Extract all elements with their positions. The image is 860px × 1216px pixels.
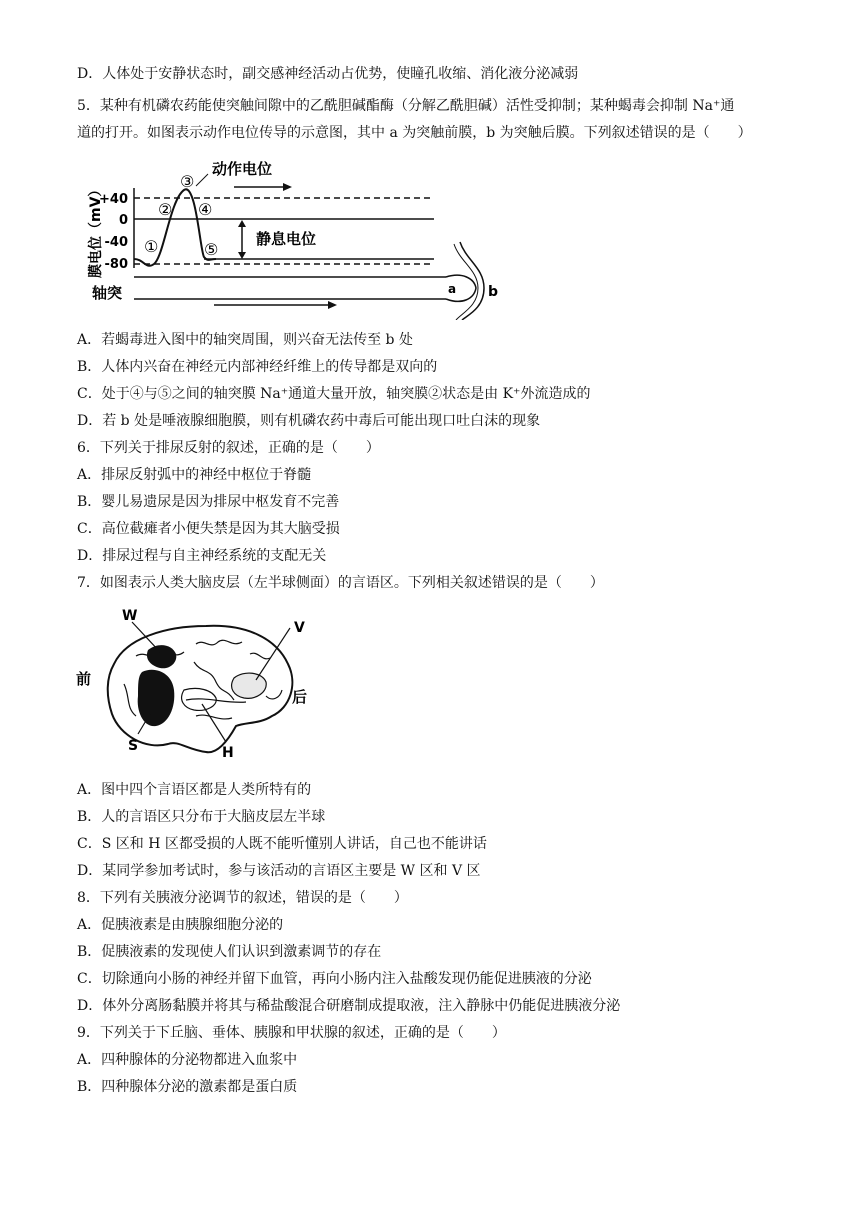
q6-option-c: C．高位截瘫者小便失禁是因为其大脑受损 — [77, 521, 340, 537]
brain-label-front: 前 — [76, 670, 92, 688]
brain-label-v: V — [294, 620, 305, 636]
tick-plus40: +40 — [99, 192, 128, 207]
q8-option-d: D．体外分离肠黏膜并将其与稀盐酸混合研磨制成提取液，注入静脉中仍能促进胰液分泌 — [77, 998, 621, 1014]
q8-option-b: B．促胰液素的发现使人们认识到激素调节的存在 — [77, 944, 382, 960]
brain-language-area-figure — [76, 604, 326, 764]
y-axis-label: 膜电位（mV） — [88, 182, 104, 278]
q7-option-a: A．图中四个言语区都是人类所特有的 — [77, 782, 312, 798]
tick-minus40: -40 — [104, 235, 128, 250]
q8-option-c: C．切除通向小肠的神经并留下血管，再向小肠内注入盐酸发现仍能促进胰液的分泌 — [77, 971, 592, 987]
q6-option-b: B．婴儿易遗尿是因为排尿中枢发育不完善 — [77, 494, 340, 510]
q9-option-a: A．四种腺体的分泌物都进入血浆中 — [77, 1052, 298, 1068]
point-2: ② — [158, 200, 173, 219]
q5-option-c: C．处于④与⑤之间的轴突膜 Na⁺通道大量开放，轴突膜②状态是由 K⁺外流造成的 — [77, 386, 591, 402]
label-a: a — [448, 282, 457, 296]
q5-stem-line1: 5．某种有机磷农药能使突触间隙中的乙酰胆碱酯酶（分解乙酰胆碱）活性受抑制；某种蝎毒会抑制 Na⁺通 — [77, 98, 735, 114]
action-potential-label: 动作电位 — [212, 160, 273, 178]
q6-option-d: D．排尿过程与自主神经系统的支配无关 — [77, 548, 327, 564]
q7-option-c: C．S 区和 H 区都受损的人既不能听懂别人讲话，自己也不能讲话 — [77, 836, 487, 852]
brain-label-h: H — [222, 745, 234, 761]
q6-option-a: A．排尿反射弧中的神经中枢位于脊髓 — [77, 467, 312, 483]
brain-label-s: S — [128, 738, 139, 754]
brain-label-back: 后 — [292, 688, 308, 706]
tick-minus80: -80 — [104, 257, 128, 272]
q9-option-b: B．四种腺体分泌的激素都是蛋白质 — [77, 1079, 298, 1095]
label-b: b — [488, 284, 499, 300]
q5-option-a: A．若蝎毒进入图中的轴突周围，则兴奋无法传至 b 处 — [77, 332, 413, 348]
q5-stem-line2: 道的打开。如图表示动作电位传导的示意图，其中 a 为突触前膜，b 为突触后膜。下列叙述错误的是（ ） — [77, 125, 752, 141]
q6-stem: 6．下列关于排尿反射的叙述，正确的是（ ） — [77, 440, 380, 456]
q8-stem: 8．下列有关胰液分泌调节的叙述，错误的是（ ） — [77, 890, 408, 906]
point-1: ① — [144, 237, 159, 256]
resting-potential-label: 静息电位 — [256, 230, 317, 248]
point-5: ⑤ — [204, 240, 219, 259]
point-4: ④ — [198, 200, 213, 219]
point-3: ③ — [180, 172, 195, 191]
q7-option-b: B．人的言语区只分布于大脑皮层左半球 — [77, 809, 326, 825]
q5-option-b: B．人体内兴奋在神经元内部神经纤维上的传导都是双向的 — [77, 359, 438, 375]
q5-option-d: D．若 b 处是唾液腺细胞膜，则有机磷农药中毒后可能出现口吐白沫的现象 — [77, 413, 541, 429]
axon-label: 轴突 — [92, 284, 123, 302]
q7-option-d: D．某同学参加考试时，参与该活动的言语区主要是 W 区和 V 区 — [77, 863, 481, 879]
q7-stem: 7．如图表示人类大脑皮层（左半球侧面）的言语区。下列相关叙述错误的是（ ） — [77, 575, 604, 591]
tick-zero: 0 — [118, 213, 128, 228]
brain-label-w: W — [122, 608, 138, 624]
q4-option-d: D．人体处于安静状态时，副交感神经活动占优势，使瞳孔收缩、消化液分泌减弱 — [77, 66, 579, 82]
q8-option-a: A．促胰液素是由胰腺细胞分泌的 — [77, 917, 284, 933]
q9-stem: 9．下列关于下丘脑、垂体、胰腺和甲状腺的叙述，正确的是（ ） — [77, 1025, 506, 1041]
action-potential-figure — [84, 160, 504, 320]
